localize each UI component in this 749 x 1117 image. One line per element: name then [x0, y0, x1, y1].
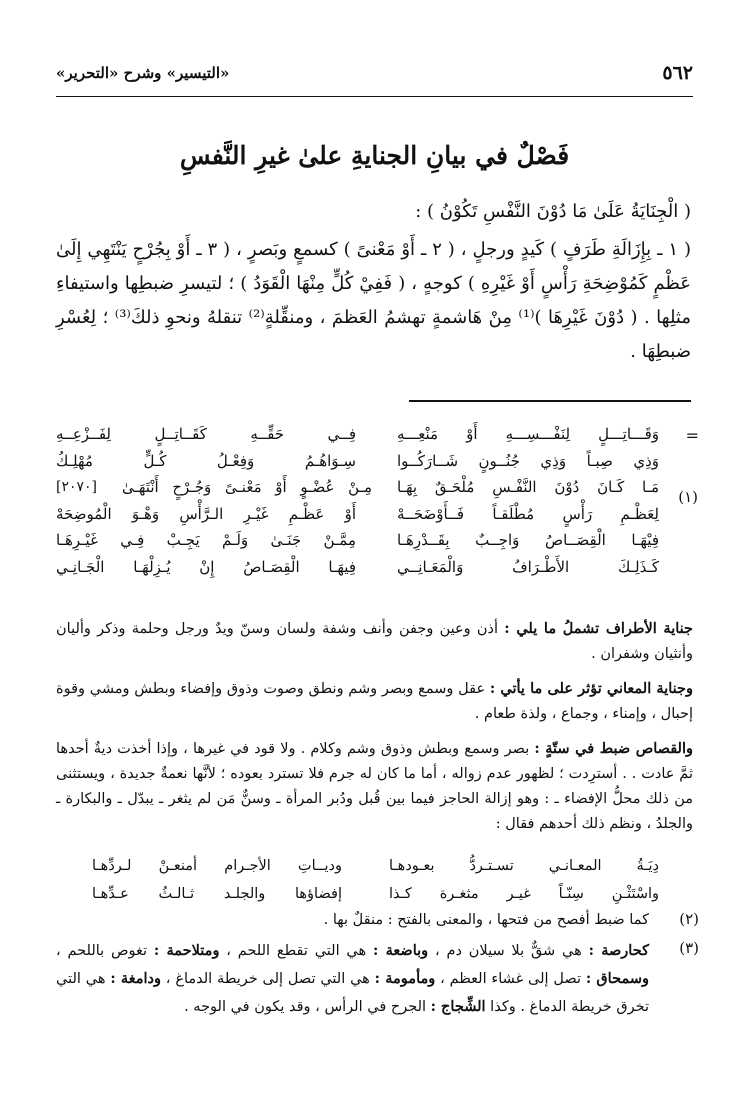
poem-first-hemistich: لِعَظْـمِ رَأْسٍ مُطْلَقـاً فَــأَوْضَحَــهْ — [397, 504, 659, 523]
continuation-marker: = — [685, 426, 699, 445]
footnote-3-text — [56, 937, 649, 1021]
poem-second-hemistich: سِـوَاهُـمُ وَفِعْـلُ كُـلٍّ مُهْلِـكُ — [56, 451, 356, 470]
footnote-1-second-poem — [92, 852, 659, 908]
poem-line — [56, 474, 659, 501]
section-title: فَصْلٌ في بيانِ الجنايةِ علىٰ غيرِ النَّفسِ — [179, 141, 570, 170]
footnotes-divider — [409, 400, 691, 402]
footnote-1-retaliation-paragraph — [56, 736, 693, 837]
footnote-1-number: (١) — [678, 488, 698, 506]
verse-reference-number: [٢٠٧٠] — [56, 479, 98, 495]
term-bold: وباضعة : — [373, 942, 429, 959]
main-text — [56, 195, 691, 369]
poem-first-hemistich: فِيْهَـا الْقِصَــاصُ وَاجِــبٌ بِقَــدْرِهَـا — [397, 531, 659, 549]
definition-text: هي التي تخرق خريطة الدماغ . وكذا — [56, 971, 649, 1015]
poem-first-hemistich: مَـا كَـانَ دُوْنَ النَّفْـسِ مُلْحَـقٌ بِهَـا — [397, 478, 659, 496]
term-bold: وجناية المعاني تؤثر على ما يأتي : — [489, 680, 693, 697]
term-bold: ومتلاحمة : — [153, 942, 220, 959]
footnote-3-number: (٣) — [679, 939, 699, 957]
poem-second-hemistich: إفضاؤها والجلـد ثـالـثُ عـدِّهـا — [92, 886, 342, 902]
paragraph-text: أذن وعين وجفن وأنف وشفة ولسان وسنّ ويدٌ ورجل وحلمة وذكر وأليان وأنثيان وشفران . — [56, 621, 693, 662]
footnote-1-meanings-paragraph — [56, 676, 693, 727]
running-title: «التيسير» وشرح «التحرير» — [56, 64, 230, 82]
poem-second-hemistich: فِيهَـا الْقِصَـاصُ إِنْ يُـزِلْهَـا الْجَـانِـي — [56, 557, 356, 576]
poem-line — [92, 852, 659, 880]
poem-line — [56, 421, 659, 448]
definition-text: هي التي تقطع اللحم ، — [219, 943, 373, 959]
footnote-1-poem — [56, 421, 659, 580]
poem-second-hemistich: مِمَّـنْ جَنَـىٰ وَلَـمْ يَجِـبْ فِـي غَيْـرِهَـا — [56, 531, 356, 549]
poem-second-hemistich: أَوْ عَظْـمِ غَيْـرِ الـرَّأْسِ وَهْـوَ الْمُوضِحَهْ — [56, 504, 356, 523]
footnote-2-text: كما ضبط أفصح من فتحها ، والمعنى بالفتح : منقلٌ بها . — [323, 912, 649, 928]
poem-second-hemistich: مِـنْ عُضْـوٍ أَوْ مَعْنـىً وَجُـرْحٍ أَنْتَهَـىٰ — [122, 478, 372, 496]
poem-second-hemistich: وديــاتِ الأجـرام أمنعـنْ لـردِّهـا — [92, 858, 342, 874]
footnote-2-number: (٢) — [679, 910, 699, 928]
definition-text: هي شقٌّ بلا سيلان دم ، — [428, 943, 589, 959]
term-bold: ودامغة : — [110, 970, 161, 987]
main-paragraph: ( ١ ـ بِإِزَالَةِ طَرَفٍ ) كَيدٍ ورجلٍ ، ( ٢ ـ أَوْ مَعْنىً ) كسمعٍ وبَصرٍ ، ( ٣ ـ أَوْ بِجُرْحٍ يَنْتَهِي إِلَىٰ عَظْمٍ كَمُوْضِحَةِ رَأْسٍ أَوْ غَيْرِهِ ) كوجهٍ ، ( فَفِيْ كُلٍّ مِنْهَا الْقَوَدُ ) ؛ لتيسرِ ضبطِها واستيفاءِ مثلِها . ( دُوْنَ غَيْرِهَا )⁽¹⁾ مِنْ هَاشمةٍ تهشمُ العَظمَ ، ومنقِّلةٍ⁽²⁾ تنقلهُ ونحوِ ذلكَ⁽³⁾ ؛ لِعُسْرِ ضبطِهَا . — [56, 239, 691, 362]
term-bold: والقصاص ضبط في ستّةٍ : — [534, 740, 693, 757]
main-lead-line: ( الْجِنَايَةُ عَلَىٰ مَا دُوْنَ النَّفْسِ تَكُوْنُ ) : — [415, 201, 691, 222]
paragraph-text: عقل وسمع وبصر وشم ونطق وصوت وذوق وإفضاء وبطش ومشي وقوة إحبال ، وإمناء ، وجماع ، ولذة طعام . — [56, 681, 693, 722]
definition-text: تصل إلى غشاء العظم ، — [435, 971, 586, 987]
definition-text: هي التي تصل إلى خريطة الدماغ ، — [160, 971, 375, 987]
poem-line — [56, 527, 659, 554]
definition-text: تغوص باللحم ، — [56, 943, 154, 959]
term-bold: جناية الأطراف تشملُ ما يلي : — [504, 620, 693, 637]
term-bold: ومأمومة : — [374, 970, 436, 987]
poem-line — [92, 880, 659, 908]
paragraph-text: بصر وسمع وبطش وذوق وشم وكلام . ولا قود في غيرها ، وإذا أخذت ديةٌ أحدها ثمَّ عادت . . أسترِدت ؛ لظهور عدم زواله ، أما ما كان له جرم فلا تسترد بعوده ؛ لأنَّها نعمةٌ جديدة ، ويستثنى من ذلك محلُّ الإفضاء ـ : وهو إزالة الحاجز فيما بين قُبل ودُبر المرأة ـ وسنٌّ مَن لم يثغر ـ يبدّل ـ والبكارة ـ والجلدُ ، ونظم ذلك أحدهم فقال : — [56, 741, 693, 832]
term-bold: وسمحاق : — [585, 970, 649, 987]
poem-first-hemistich: كَـذَلِـكَ الأَطْـرَافُ وَالْمَعَـانِــي — [397, 557, 659, 576]
poem-first-hemistich: واسْتَثْـنِ سِنّـاً غيـر مثغـرة كـذا — [389, 886, 659, 902]
term-bold: الشِّجاج : — [430, 998, 486, 1015]
poem-first-hemistich: وَقَـــاتِـــلٍ لِنَفْـــسِـــهِ أَوْ مَنْعِـــهِ — [397, 425, 659, 443]
term-bold: كحارصة : — [588, 942, 649, 959]
page-number: ٥٦٢ — [662, 62, 693, 84]
poem-line — [56, 554, 659, 581]
running-header — [56, 60, 693, 90]
poem-first-hemistich: دِيَـةُ المعـانـي تسـتـردُّ بعـودهـا — [389, 858, 659, 874]
header-divider — [56, 96, 693, 97]
poem-second-hemistich: فِــي حَقِّــهِ كَقَــاتِــلٍ لِفَــزْعِــهِ — [56, 425, 356, 443]
definition-text: الجرح في الرأس ، وقد يكون في الوجه . — [184, 999, 431, 1015]
poem-line — [56, 501, 659, 528]
footnote-1-limbs-paragraph — [56, 616, 693, 667]
poem-first-hemistich: وَذِي صِبـاً وَذِي جُنُــونٍ شَــارَكُــوا — [397, 451, 659, 470]
poem-line — [56, 448, 659, 475]
